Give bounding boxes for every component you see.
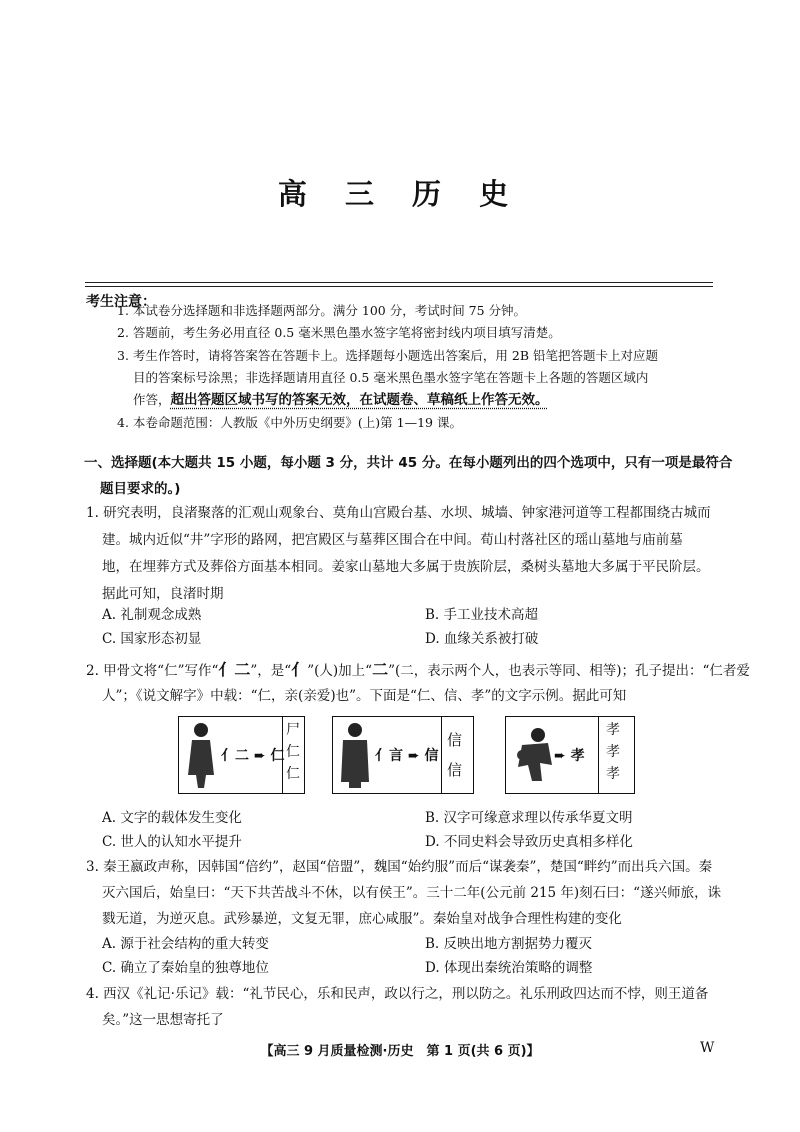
figure-xin-char-1: 信 bbox=[447, 731, 463, 749]
q1-line-3: 地，在埋葬方式及葬俗方面基本相同。姜家山墓地大多属于贵族阶层，桑树头墓地大多属于平民阶层。 bbox=[102, 559, 710, 575]
figure-xin-glyphs: ⺅言 ➨ 信 bbox=[375, 748, 439, 764]
q2-line-1-a: 2. 甲骨文将“仁”写作“ bbox=[86, 663, 219, 679]
q1-option-c: C. 国家形态初显 bbox=[102, 631, 202, 647]
q3-option-d: D. 体现出秦统治策略的调整 bbox=[425, 960, 593, 976]
q2-option-d: D. 不同史料会导致历史真相多样化 bbox=[425, 834, 633, 850]
page-footer: 【高三 9 月质量检测·历史 第 1 页(共 6 页)】 bbox=[260, 1044, 540, 1059]
figure-xiao-char-3: 孝 bbox=[606, 766, 620, 782]
q2-option-b: B. 汉字可缘意求理以传承华夏文明 bbox=[425, 810, 633, 826]
notice-line-3: 3. 考生作答时，请将答案答在答题卡上。选择题每小题选出答案后，用 2B 铅笔把答题卡上对应题 bbox=[117, 348, 658, 363]
figure-xiao-glyphs: ➨ 孝 bbox=[554, 748, 585, 764]
notice-line-2: 2. 答题前，考生务必用直径 0.5 毫米黑色墨水签字笔将密封线内项目填写清楚。 bbox=[117, 325, 561, 340]
figure-xiao-char-2: 孝 bbox=[606, 744, 620, 760]
q1-option-a: A. 礼制观念成熟 bbox=[102, 607, 202, 623]
q4-line-2: 矣。”这一思想寄托了 bbox=[102, 1012, 224, 1028]
q3-option-c: C. 确立了秦始皇的独尊地位 bbox=[102, 960, 269, 976]
section-heading-line-1: 一、选择题(本大题共 15 小题，每小题 3 分，共计 45 分。在每小题列出的四个选项中，只有一项是最符合 bbox=[84, 455, 733, 471]
figure-person-illustration bbox=[183, 720, 219, 790]
notice-line-3c-prefix: 作答， bbox=[133, 392, 171, 407]
figure-ren-char-1: 尸 bbox=[286, 722, 300, 738]
q2-line-1-d: ”(二，表示两个人，也表示等同、相等)；孔子提出：“仁者爱 bbox=[388, 663, 750, 679]
oracle-person-glyph: ⺅ bbox=[291, 660, 308, 679]
q3-option-b: B. 反映出地方割据势力覆灭 bbox=[425, 936, 593, 952]
q1-option-d: D. 血缘关系被打破 bbox=[425, 631, 539, 647]
notice-heading: 考生注意： bbox=[86, 294, 156, 310]
figure-ren-char-3: 仁 bbox=[286, 766, 300, 782]
page-title: 高 三 历 史 bbox=[277, 177, 523, 211]
section-heading bbox=[84, 450, 733, 502]
figure-ren bbox=[178, 716, 305, 794]
figure-xiao-char-1: 孝 bbox=[606, 722, 620, 738]
notice-line-3b: 目的答案标号涂黑；非选择题请用直径 0.5 毫米黑色墨水签字笔在答题卡上各题的答题区域内 bbox=[133, 370, 649, 385]
figure-xin-char-2: 信 bbox=[447, 761, 463, 779]
q2-option-c: C. 世人的认知水平提升 bbox=[102, 834, 242, 850]
q1-line-1: 1. 研究表明，良渚聚落的汇观山观象台、莫角山宫殿台基、水坝、城墙、钟家港河道等工程都围绕古城而 bbox=[86, 505, 711, 521]
q2-option-a: A. 文字的载体发生变化 bbox=[102, 810, 242, 826]
q1-option-b: B. 手工业技术高超 bbox=[425, 607, 539, 623]
notice-emphasis: 超出答题区域书写的答案无效，在试题卷、草稿纸上作答无效。 bbox=[170, 392, 549, 408]
q1-line-4: 据此可知，良渚时期 bbox=[102, 586, 224, 602]
oracle-two-glyph: 二 bbox=[372, 660, 389, 679]
q4-line-1: 4. 西汉《礼记·乐记》载：“礼节民心，乐和民声，政以行之，刑以防之。礼乐刑政四达而不悖，则王道备 bbox=[86, 986, 709, 1002]
figure-elder-illustration bbox=[512, 725, 554, 785]
figure-ren-char-2: 仁 bbox=[286, 744, 300, 760]
q2-line-2: 人”；《说文解字》中载：“仁，亲(亲爱)也”。下面是“仁、信、孝”的文字示例。据此可知 bbox=[102, 688, 627, 704]
q3-line-2: 灭六国后，始皇曰：“天下共苦战斗不休，以有侯王”。三十二年(公元前 215 年)刻石曰：“遂兴师旅，诛 bbox=[102, 885, 722, 901]
q1-line-2: 建。城内近似“井”字形的路网，把宫殿区与墓葬区围合在中间。荀山村落社区的瑶山墓地与庙前墓 bbox=[102, 532, 683, 548]
figure-ren-glyphs: ⺅二 ➨ 仁 bbox=[221, 748, 285, 764]
notice-line-3c bbox=[133, 389, 549, 411]
q3-line-3: 戮无道，为逆灭息。武殄暴逆，文复无罪，庶心咸服”。秦始皇对战争合理性构建的变化 bbox=[102, 911, 622, 927]
q2-line-1 bbox=[86, 656, 750, 685]
section-heading-line-2: 题目要求的。) bbox=[100, 481, 181, 497]
divider-rule bbox=[85, 282, 713, 283]
figure-person-illustration bbox=[337, 720, 373, 790]
divider-rule bbox=[85, 286, 713, 287]
q2-line-1-b: ”，是“ bbox=[250, 663, 292, 679]
q3-option-a: A. 源于社会结构的重大转变 bbox=[102, 936, 269, 952]
figure-xin bbox=[332, 716, 474, 794]
q3-line-1: 3. 秦王嬴政声称，因韩国“倍约”，赵国“倍盟”，魏国“始约服”而后“谋袭秦”，楚国“畔约”而出兵六国。秦 bbox=[86, 859, 713, 875]
oracle-ren-glyph: ⺅二 bbox=[218, 660, 251, 679]
figure-xiao bbox=[505, 716, 635, 794]
footer-mark: W bbox=[700, 1040, 715, 1056]
notice-line-1: 1. 本试卷分选择题和非选择题两部分。满分 100 分，考试时间 75 分钟。 bbox=[117, 303, 527, 318]
notice-line-4: 4. 本卷命题范围：人教版《中外历史纲要》(上)第 1—19 课。 bbox=[117, 415, 462, 430]
q2-line-1-c: ”(人)加上“ bbox=[307, 663, 373, 679]
